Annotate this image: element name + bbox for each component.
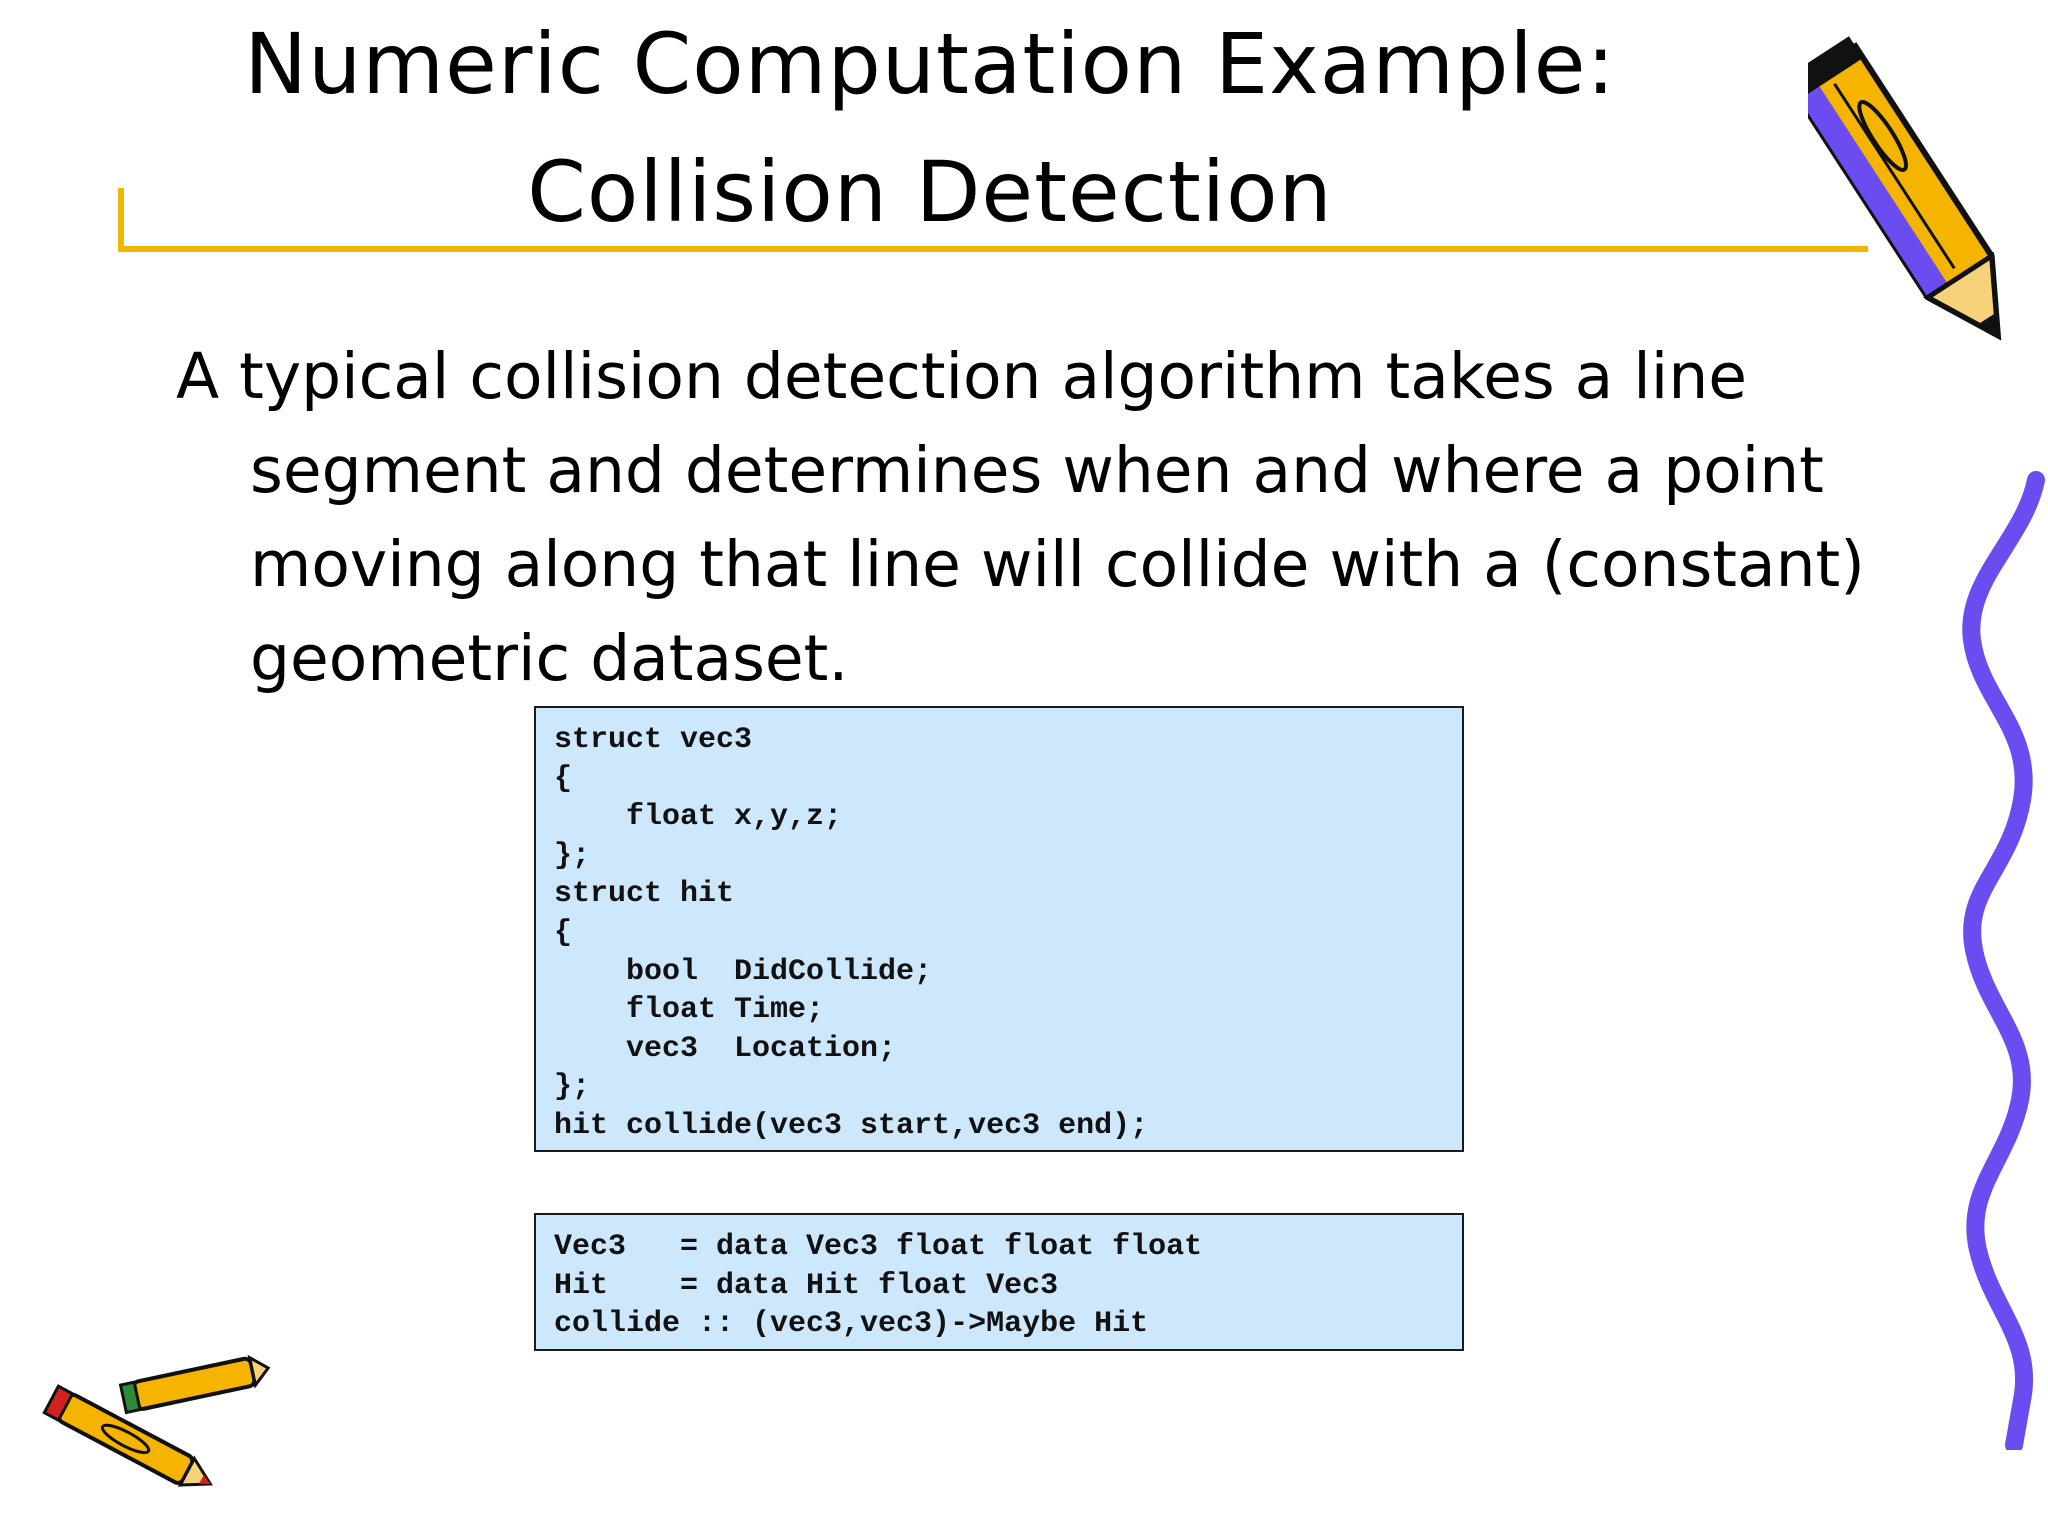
body-text bbox=[176, 330, 1876, 706]
c-code-block: struct vec3 { float x,y,z; }; struct hit { bool DidCollide; float Time; vec3 Location; }; hit collide(vec3 start,vec3 end); bbox=[534, 706, 1464, 1152]
wavy-line-decoration bbox=[1944, 470, 2048, 1450]
title-line-1: Numeric Computation Example: bbox=[244, 15, 1616, 113]
crossed-pencils-icon bbox=[36, 1348, 276, 1488]
pencil-icon bbox=[1808, 22, 2008, 372]
haskell-code-block: Vec3 = data Vec3 float float float Hit = data Hit float Vec3 collide :: (vec3,vec3)->Maybe Hit bbox=[534, 1213, 1464, 1351]
title-line-2: Collision Detection bbox=[527, 143, 1333, 241]
title-rule-tick bbox=[118, 188, 124, 252]
slide-title bbox=[120, 0, 1740, 256]
title-underline-rule bbox=[118, 246, 1868, 252]
body-paragraph: A typical collision detection algorithm takes a line segment and determines when and where a point moving along that line will collide with a (constant) geometric dataset. bbox=[176, 340, 1865, 695]
